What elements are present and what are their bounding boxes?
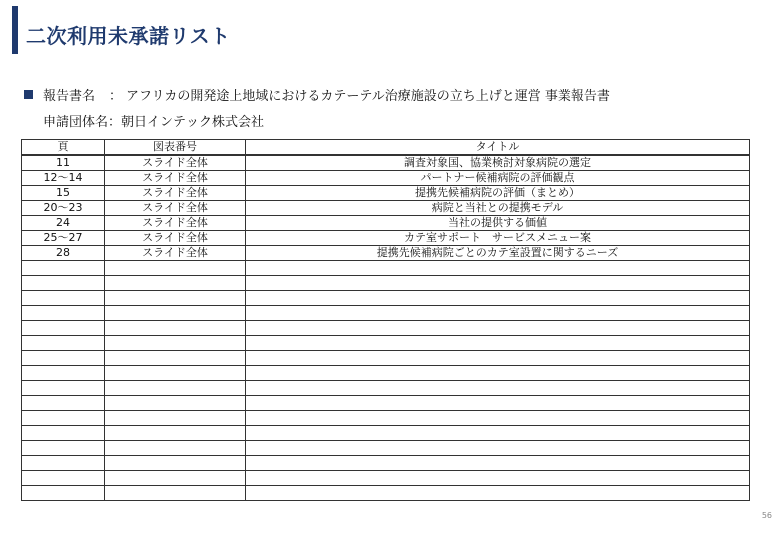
cell-figure-number: スライド全体 [105,186,246,201]
cell-page [22,366,105,381]
cell-page: 12～14 [22,171,105,186]
table-row [22,441,750,456]
report-name-value: アフリカの開発途上地域におけるカテーテル治療施設の立ち上げと運営 事業報告書 [126,89,610,104]
cell-figure-number [105,366,246,381]
cell-title [246,336,750,351]
cell-page [22,411,105,426]
table-row [22,171,750,186]
cell-title: 提携先候補病院ごとのカテ室設置に関するニーズ [246,246,750,261]
unapproved-list-table [21,139,750,501]
cell-figure-number: スライド全体 [105,216,246,231]
cell-page [22,456,105,471]
cell-page [22,441,105,456]
cell-page [22,261,105,276]
cell-title [246,486,750,501]
cell-figure-number [105,426,246,441]
cell-figure-number: スライド全体 [105,171,246,186]
cell-page [22,351,105,366]
header-figure-number: 図表番号 [105,140,246,156]
cell-figure-number [105,441,246,456]
table-row [22,456,750,471]
cell-title [246,351,750,366]
cell-page [22,306,105,321]
table-header-row [22,140,750,156]
cell-figure-number: スライド全体 [105,201,246,216]
cell-page: 20～23 [22,201,105,216]
cell-title [246,261,750,276]
cell-figure-number [105,276,246,291]
table-row [22,276,750,291]
table-row [22,471,750,486]
cell-figure-number [105,456,246,471]
cell-title: 提携先候補病院の評価（まとめ） [246,186,750,201]
page-number: 56 [761,511,772,520]
table-row [22,381,750,396]
cell-title [246,456,750,471]
cell-title: 当社の提供する価値 [246,216,750,231]
cell-figure-number [105,336,246,351]
table-row [22,201,750,216]
cell-page: 25～27 [22,231,105,246]
cell-figure-number [105,381,246,396]
table-row [22,426,750,441]
cell-figure-number [105,351,246,366]
page-title: 二次利用未承諾リスト [26,24,231,48]
table-row [22,155,750,171]
cell-page: 11 [22,155,105,171]
table-row [22,291,750,306]
report-name-line [24,85,610,104]
cell-page [22,276,105,291]
cell-figure-number: スライド全体 [105,231,246,246]
cell-title [246,306,750,321]
cell-title [246,321,750,336]
table-row [22,321,750,336]
cell-figure-number [105,306,246,321]
table-body [22,155,750,501]
cell-figure-number [105,471,246,486]
cell-figure-number [105,291,246,306]
cell-page: 28 [22,246,105,261]
header-page: 頁 [22,140,105,156]
table-row [22,216,750,231]
cell-page [22,486,105,501]
cell-page [22,336,105,351]
cell-title [246,366,750,381]
cell-title: パートナー候補病院の評価観点 [246,171,750,186]
table-row [22,186,750,201]
cell-page [22,291,105,306]
cell-title [246,396,750,411]
cell-page [22,471,105,486]
cell-title: 病院と当社との提携モデル [246,201,750,216]
cell-title [246,381,750,396]
title-accent-bar [12,6,18,54]
cell-title [246,291,750,306]
cell-title: 調査対象国、協業検討対象病院の選定 [246,155,750,171]
table-row [22,396,750,411]
cell-figure-number: スライド全体 [105,155,246,171]
report-name-label: 報告書名 [43,89,96,104]
table-row [22,366,750,381]
cell-page: 15 [22,186,105,201]
table-row [22,336,750,351]
table-row [22,306,750,321]
cell-title [246,471,750,486]
cell-figure-number [105,396,246,411]
table-row [22,411,750,426]
cell-page [22,381,105,396]
cell-figure-number [105,411,246,426]
cell-figure-number [105,261,246,276]
cell-title [246,411,750,426]
cell-figure-number: スライド全体 [105,246,246,261]
cell-title [246,426,750,441]
cell-page [22,321,105,336]
cell-title [246,276,750,291]
cell-page [22,426,105,441]
cell-title [246,441,750,456]
bullet-icon [24,90,33,99]
report-name-separator: ： [109,89,123,104]
table-row [22,231,750,246]
cell-figure-number [105,321,246,336]
table-row [22,261,750,276]
applicant-line: 申請団体名：朝日インテック株式会社 [43,115,265,130]
cell-page [22,396,105,411]
cell-title: カテ室サポート サービスメニュー案 [246,231,750,246]
cell-page: 24 [22,216,105,231]
table-row [22,246,750,261]
table-row [22,486,750,501]
cell-figure-number [105,486,246,501]
table-row [22,351,750,366]
header-title: タイトル [246,140,750,156]
